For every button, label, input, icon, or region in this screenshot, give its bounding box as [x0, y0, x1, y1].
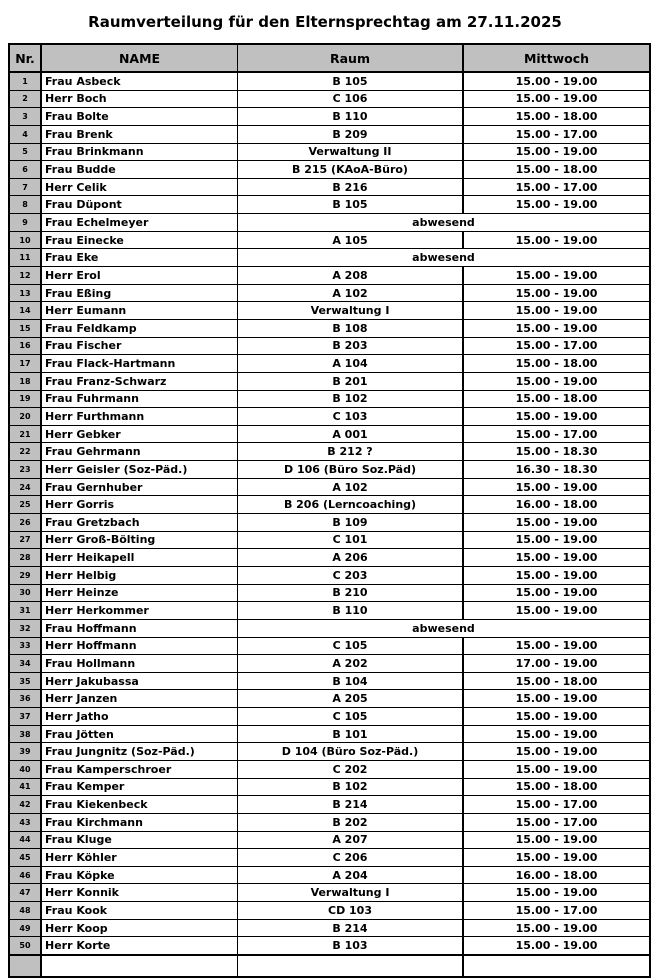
row-number-cell: 6	[9, 161, 41, 179]
row-number-cell: 21	[9, 425, 41, 443]
teacher-name-cell: Frau Flack-Hartmann	[41, 355, 238, 373]
teacher-name-cell: Herr Eumann	[41, 302, 238, 320]
time-cell: 15.00 - 17.00	[463, 125, 650, 143]
table-row	[9, 425, 650, 443]
time-cell: 15.00 - 18.00	[463, 161, 650, 179]
table-row	[9, 655, 650, 673]
time-cell: 15.00 - 19.00	[463, 531, 650, 549]
time-cell: 15.00 - 19.00	[463, 884, 650, 902]
room-cell: A 102	[238, 284, 464, 302]
teacher-name-cell: Frau Fuhrmann	[41, 390, 238, 408]
teacher-name-cell: Frau Asbeck	[41, 72, 238, 90]
row-number-cell	[9, 955, 41, 977]
room-cell: Verwaltung II	[238, 143, 464, 161]
room-cell: Verwaltung I	[238, 302, 464, 320]
header-cell-nr: Nr.	[9, 44, 41, 72]
teacher-name-cell: Frau Hoffmann	[41, 619, 238, 637]
room-cell: B 105	[238, 72, 464, 90]
table-row	[9, 866, 650, 884]
time-cell: 16.00 - 18.00	[463, 496, 650, 514]
table-row	[9, 461, 650, 479]
room-cell: D 104 (Büro Soz-Päd.)	[238, 743, 464, 761]
table-row	[9, 478, 650, 496]
row-number-cell: 12	[9, 267, 41, 285]
teacher-name-cell: Frau Gehrmann	[41, 443, 238, 461]
time-cell: 15.00 - 19.00	[463, 408, 650, 426]
row-number-cell: 49	[9, 919, 41, 937]
room-cell: C 203	[238, 566, 464, 584]
table-row	[9, 849, 650, 867]
time-cell: 15.00 - 19.00	[463, 743, 650, 761]
row-number-cell: 2	[9, 90, 41, 108]
time-cell: 15.00 - 19.00	[463, 602, 650, 620]
time-cell: 16.30 - 18.30	[463, 461, 650, 479]
time-cell: 15.00 - 19.00	[463, 760, 650, 778]
room-cell: B 105	[238, 196, 464, 214]
row-number-cell: 7	[9, 178, 41, 196]
row-number-cell: 18	[9, 372, 41, 390]
table-row	[9, 408, 650, 426]
teacher-name-cell: Frau Gretzbach	[41, 514, 238, 532]
teacher-name-cell: Frau Echelmeyer	[41, 214, 238, 232]
row-number-cell: 17	[9, 355, 41, 373]
row-number-cell: 14	[9, 302, 41, 320]
row-number-cell: 5	[9, 143, 41, 161]
room-cell: A 001	[238, 425, 464, 443]
teacher-name-cell: Herr Gebker	[41, 425, 238, 443]
row-number-cell: 46	[9, 866, 41, 884]
table-row	[9, 337, 650, 355]
table-row	[9, 778, 650, 796]
table-row	[9, 319, 650, 337]
table-row	[9, 602, 650, 620]
teacher-name-cell: Herr Köhler	[41, 849, 238, 867]
room-cell: A 102	[238, 478, 464, 496]
table-row	[9, 108, 650, 126]
table-row	[9, 708, 650, 726]
teacher-name-cell	[41, 955, 238, 977]
teacher-name-cell: Herr Heikapell	[41, 549, 238, 567]
room-cell: B 215 (KAoA-Büro)	[238, 161, 464, 179]
teacher-name-cell: Herr Groß-Bölting	[41, 531, 238, 549]
header-cell-mittwoch: Mittwoch	[463, 44, 650, 72]
row-number-cell: 27	[9, 531, 41, 549]
row-number-cell: 47	[9, 884, 41, 902]
teacher-name-cell: Frau Feldkamp	[41, 319, 238, 337]
table-row	[9, 355, 650, 373]
table-row	[9, 955, 650, 977]
teacher-name-cell: Frau Franz-Schwarz	[41, 372, 238, 390]
table-row	[9, 178, 650, 196]
row-number-cell: 15	[9, 319, 41, 337]
teacher-name-cell: Herr Gorris	[41, 496, 238, 514]
room-cell: B 102	[238, 778, 464, 796]
room-cell: B 201	[238, 372, 464, 390]
row-number-cell: 25	[9, 496, 41, 514]
room-cell: B 108	[238, 319, 464, 337]
table-row	[9, 760, 650, 778]
time-cell: 15.00 - 19.00	[463, 90, 650, 108]
room-cell: C 106	[238, 90, 464, 108]
table-row	[9, 231, 650, 249]
row-number-cell: 16	[9, 337, 41, 355]
row-number-cell: 9	[9, 214, 41, 232]
time-cell: 15.00 - 19.00	[463, 690, 650, 708]
teacher-name-cell: Frau Budde	[41, 161, 238, 179]
table-row	[9, 372, 650, 390]
teacher-name-cell: Herr Celik	[41, 178, 238, 196]
time-cell: 15.00 - 19.00	[463, 831, 650, 849]
room-cell: B 214	[238, 796, 464, 814]
room-cell: B 103	[238, 937, 464, 955]
row-number-cell: 44	[9, 831, 41, 849]
time-cell: 15.00 - 19.00	[463, 584, 650, 602]
room-cell: C 206	[238, 849, 464, 867]
table-row	[9, 725, 650, 743]
teacher-name-cell: Frau Brenk	[41, 125, 238, 143]
absent-cell: abwesend	[238, 619, 651, 637]
room-cell: B 104	[238, 672, 464, 690]
time-cell: 15.00 - 17.00	[463, 178, 650, 196]
teacher-name-cell: Frau Köpke	[41, 866, 238, 884]
row-number-cell: 41	[9, 778, 41, 796]
table-row	[9, 302, 650, 320]
time-cell: 15.00 - 19.00	[463, 514, 650, 532]
table-row	[9, 690, 650, 708]
table-row	[9, 267, 650, 285]
row-number-cell: 4	[9, 125, 41, 143]
time-cell: 15.00 - 19.00	[463, 231, 650, 249]
room-distribution-table	[8, 43, 651, 978]
table-row	[9, 196, 650, 214]
time-cell: 15.00 - 19.00	[463, 196, 650, 214]
room-cell: C 105	[238, 637, 464, 655]
teacher-name-cell: Herr Janzen	[41, 690, 238, 708]
time-cell: 16.00 - 18.00	[463, 866, 650, 884]
row-number-cell: 38	[9, 725, 41, 743]
time-cell: 15.00 - 19.00	[463, 372, 650, 390]
teacher-name-cell: Frau Kluge	[41, 831, 238, 849]
time-cell: 15.00 - 18.00	[463, 355, 650, 373]
row-number-cell: 23	[9, 461, 41, 479]
row-number-cell: 20	[9, 408, 41, 426]
table-row	[9, 531, 650, 549]
time-cell: 15.00 - 17.00	[463, 902, 650, 920]
row-number-cell: 45	[9, 849, 41, 867]
room-cell: B 109	[238, 514, 464, 532]
row-number-cell: 3	[9, 108, 41, 126]
table-row	[9, 443, 650, 461]
room-cell: B 216	[238, 178, 464, 196]
room-cell: C 105	[238, 708, 464, 726]
table-row	[9, 90, 650, 108]
row-number-cell: 42	[9, 796, 41, 814]
time-cell: 15.00 - 19.00	[463, 708, 650, 726]
room-cell: B 212 ?	[238, 443, 464, 461]
teacher-name-cell: Herr Helbig	[41, 566, 238, 584]
room-cell: B 202	[238, 813, 464, 831]
room-cell: B 210	[238, 584, 464, 602]
table-row	[9, 884, 650, 902]
row-number-cell: 35	[9, 672, 41, 690]
absent-cell: abwesend	[238, 249, 651, 267]
row-number-cell: 13	[9, 284, 41, 302]
time-cell: 15.00 - 19.00	[463, 284, 650, 302]
row-number-cell: 36	[9, 690, 41, 708]
row-number-cell: 24	[9, 478, 41, 496]
teacher-name-cell: Frau Fischer	[41, 337, 238, 355]
room-cell: B 110	[238, 108, 464, 126]
header-row	[9, 44, 650, 72]
room-cell: A 204	[238, 866, 464, 884]
teacher-name-cell: Herr Jakubassa	[41, 672, 238, 690]
table-row-absent	[9, 214, 650, 232]
time-cell: 15.00 - 19.00	[463, 143, 650, 161]
room-cell: C 101	[238, 531, 464, 549]
row-number-cell: 48	[9, 902, 41, 920]
table-row	[9, 637, 650, 655]
row-number-cell: 39	[9, 743, 41, 761]
room-cell: D 106 (Büro Soz.Päd)	[238, 461, 464, 479]
teacher-name-cell: Herr Hoffmann	[41, 637, 238, 655]
room-cell: C 202	[238, 760, 464, 778]
teacher-name-cell: Frau Einecke	[41, 231, 238, 249]
time-cell: 15.00 - 18.00	[463, 778, 650, 796]
table-row	[9, 514, 650, 532]
room-cell: A 206	[238, 549, 464, 567]
row-number-cell: 28	[9, 549, 41, 567]
teacher-name-cell: Frau Eke	[41, 249, 238, 267]
table-row	[9, 672, 650, 690]
room-cell: A 104	[238, 355, 464, 373]
row-number-cell: 26	[9, 514, 41, 532]
table-body	[9, 72, 650, 977]
row-number-cell: 22	[9, 443, 41, 461]
row-number-cell: 11	[9, 249, 41, 267]
row-number-cell: 29	[9, 566, 41, 584]
time-cell	[463, 955, 650, 977]
teacher-name-cell: Herr Erol	[41, 267, 238, 285]
table-row	[9, 549, 650, 567]
header-cell-name: NAME	[41, 44, 238, 72]
table-row	[9, 125, 650, 143]
page-title: Raumverteilung für den Elternsprechtag am 27.11.2025	[88, 13, 562, 31]
room-cell	[238, 955, 464, 977]
teacher-name-cell: Frau Brinkmann	[41, 143, 238, 161]
time-cell: 15.00 - 18.00	[463, 108, 650, 126]
time-cell: 15.00 - 19.00	[463, 919, 650, 937]
table-header	[9, 44, 650, 72]
teacher-name-cell: Herr Jatho	[41, 708, 238, 726]
time-cell: 15.00 - 19.00	[463, 725, 650, 743]
teacher-name-cell: Herr Furthmann	[41, 408, 238, 426]
table-row	[9, 496, 650, 514]
table-row	[9, 566, 650, 584]
teacher-name-cell: Frau Jungnitz (Soz-Päd.)	[41, 743, 238, 761]
time-cell: 15.00 - 19.00	[463, 849, 650, 867]
table-row	[9, 161, 650, 179]
time-cell: 15.00 - 19.00	[463, 549, 650, 567]
time-cell: 15.00 - 19.00	[463, 478, 650, 496]
teacher-name-cell: Herr Korte	[41, 937, 238, 955]
table-row	[9, 919, 650, 937]
table-row	[9, 831, 650, 849]
room-cell: A 205	[238, 690, 464, 708]
row-number-cell: 50	[9, 937, 41, 955]
room-cell: A 208	[238, 267, 464, 285]
table-row	[9, 743, 650, 761]
room-cell: A 105	[238, 231, 464, 249]
row-number-cell: 40	[9, 760, 41, 778]
room-cell: B 110	[238, 602, 464, 620]
time-cell: 15.00 - 19.00	[463, 637, 650, 655]
teacher-name-cell: Frau Kemper	[41, 778, 238, 796]
header-cell-raum: Raum	[238, 44, 464, 72]
room-cell: B 206 (Lerncoaching)	[238, 496, 464, 514]
table-row	[9, 902, 650, 920]
time-cell: 15.00 - 19.00	[463, 937, 650, 955]
time-cell: 15.00 - 17.00	[463, 796, 650, 814]
table-row	[9, 813, 650, 831]
time-cell: 15.00 - 19.00	[463, 566, 650, 584]
row-number-cell: 32	[9, 619, 41, 637]
table-row	[9, 72, 650, 90]
table-row	[9, 796, 650, 814]
time-cell: 15.00 - 19.00	[463, 319, 650, 337]
room-cell: B 101	[238, 725, 464, 743]
table-row-absent	[9, 249, 650, 267]
teacher-name-cell: Frau Hollmann	[41, 655, 238, 673]
time-cell: 15.00 - 18.00	[463, 672, 650, 690]
teacher-name-cell: Frau Kamperschroer	[41, 760, 238, 778]
row-number-cell: 33	[9, 637, 41, 655]
time-cell: 15.00 - 19.00	[463, 302, 650, 320]
teacher-name-cell: Herr Geisler (Soz-Päd.)	[41, 461, 238, 479]
row-number-cell: 10	[9, 231, 41, 249]
room-cell: Verwaltung I	[238, 884, 464, 902]
room-cell: A 207	[238, 831, 464, 849]
room-cell: B 102	[238, 390, 464, 408]
row-number-cell: 19	[9, 390, 41, 408]
teacher-name-cell: Frau Kiekenbeck	[41, 796, 238, 814]
absent-cell: abwesend	[238, 214, 651, 232]
row-number-cell: 34	[9, 655, 41, 673]
room-cell: A 202	[238, 655, 464, 673]
teacher-name-cell: Herr Koop	[41, 919, 238, 937]
teacher-name-cell: Frau Eßing	[41, 284, 238, 302]
teacher-name-cell: Frau Bolte	[41, 108, 238, 126]
room-cell: B 209	[238, 125, 464, 143]
row-number-cell: 8	[9, 196, 41, 214]
time-cell: 15.00 - 19.00	[463, 267, 650, 285]
room-cell: CD 103	[238, 902, 464, 920]
time-cell: 15.00 - 17.00	[463, 425, 650, 443]
time-cell: 17.00 - 19.00	[463, 655, 650, 673]
row-number-cell: 37	[9, 708, 41, 726]
table-row	[9, 937, 650, 955]
teacher-name-cell: Herr Heinze	[41, 584, 238, 602]
time-cell: 15.00 - 18.30	[463, 443, 650, 461]
row-number-cell: 31	[9, 602, 41, 620]
room-cell: B 203	[238, 337, 464, 355]
teacher-name-cell: Herr Konnik	[41, 884, 238, 902]
time-cell: 15.00 - 17.00	[463, 813, 650, 831]
table-row	[9, 284, 650, 302]
row-number-cell: 1	[9, 72, 41, 90]
table-row-absent	[9, 619, 650, 637]
time-cell: 15.00 - 18.00	[463, 390, 650, 408]
teacher-name-cell: Frau Düpont	[41, 196, 238, 214]
teacher-name-cell: Frau Jötten	[41, 725, 238, 743]
teacher-name-cell: Frau Gernhuber	[41, 478, 238, 496]
table-row	[9, 143, 650, 161]
table-row	[9, 390, 650, 408]
teacher-name-cell: Herr Herkommer	[41, 602, 238, 620]
row-number-cell: 30	[9, 584, 41, 602]
teacher-name-cell: Herr Boch	[41, 90, 238, 108]
time-cell: 15.00 - 19.00	[463, 72, 650, 90]
teacher-name-cell: Frau Kirchmann	[41, 813, 238, 831]
teacher-name-cell: Frau Kook	[41, 902, 238, 920]
room-cell: B 214	[238, 919, 464, 937]
time-cell: 15.00 - 17.00	[463, 337, 650, 355]
room-cell: C 103	[238, 408, 464, 426]
table-row	[9, 584, 650, 602]
row-number-cell: 43	[9, 813, 41, 831]
